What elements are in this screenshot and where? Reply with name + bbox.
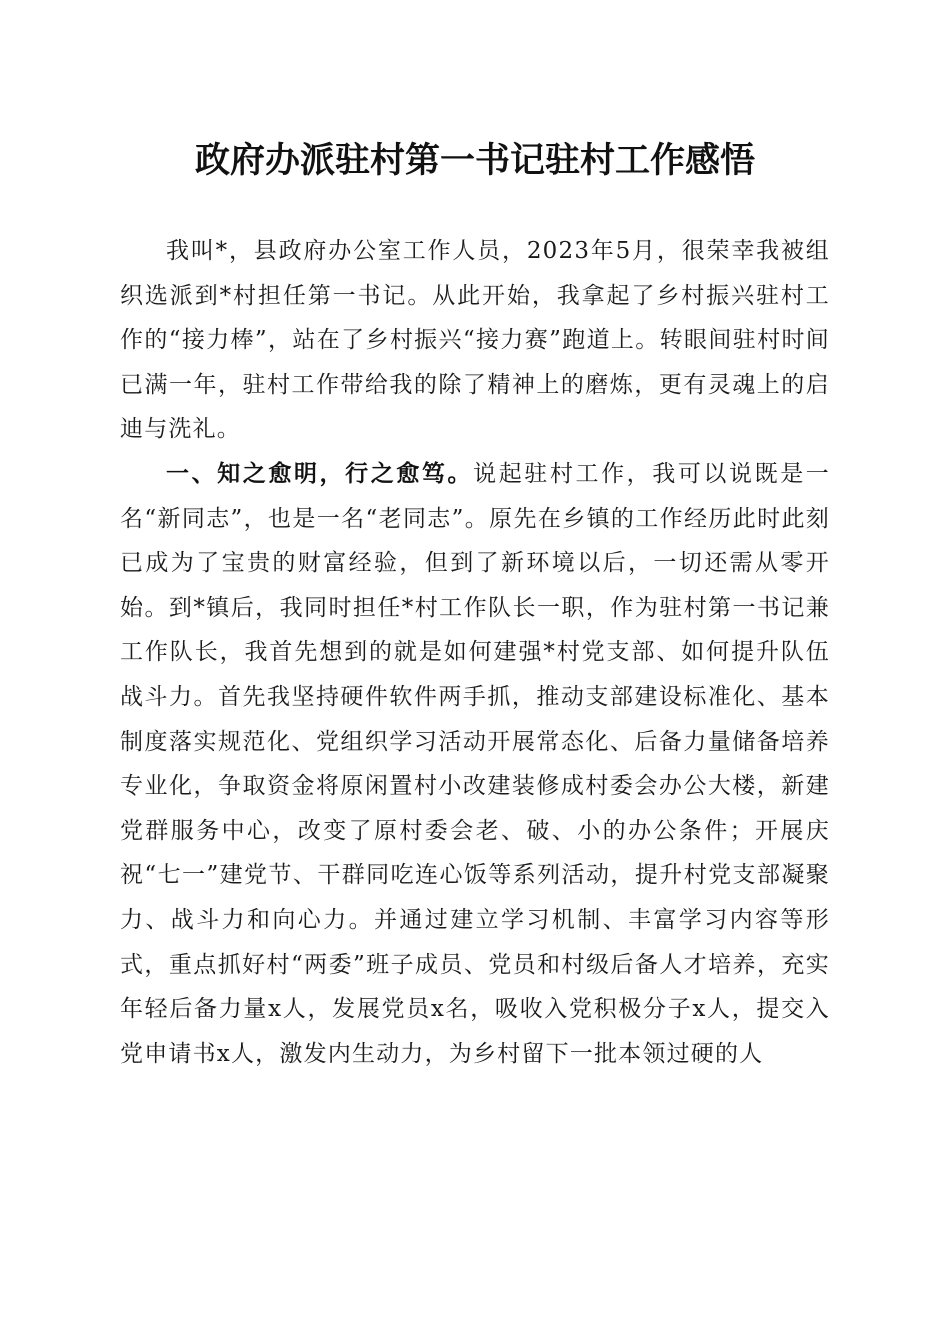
document-body [120, 229, 830, 1076]
document-title: 政府办派驻村第一书记驻村工作感悟 [194, 140, 755, 181]
paragraph-section-1 [120, 452, 830, 1076]
section-1-text: 说起驻村工作，我可以说既是一名“新同志”，也是一名“老同志”。原先在乡镇的工作经历此时此刻已成为了宝贵的财富经验，但到了新环境以后，一切还需从零开始。到*镇后，我同时担任*村工作队长一职，作为驻村第一书记兼工作队长，我首先想到的就是如何建强*村党支部、如何提升队伍战斗力。首先我坚持硬件软件两手抓，推动支部建设标准化、基本制度落实规范化、党组织学习活动开展常态化、后备力量储备培养专业化，争取资金将原闲置村小改建装修成村委会办公大楼，新建党群服务中心，改变了原村委会老、破、小的办公条件；开展庆祝“七一”建党节、干群同吃连心饭等系列活动，提升村党支部凝聚力、战斗力和向心力。并通过建立学习机制、丰富学习内容等形式，重点抓好村“两委”班子成员、党员和村级后备人才培养，充实年轻后备力量x人，发展党员x名，吸收入党积极分子x人，提交入党申请书x人，激发内生动力，为乡村留下一批本领过硬的人 [120, 460, 830, 1067]
section-1-heading: 一、知之愈明，行之愈笃。 [166, 459, 474, 487]
paragraph-intro [120, 229, 830, 452]
paragraph-intro-text: 我叫*，县政府办公室工作人员，2023年5月，很荣幸我被组织选派到*村担任第一书记。从此开始，我拿起了乡村振兴驻村工作的“接力棒”，站在了乡村振兴“接力赛”跑道上。转眼间驻村时间已满一年，驻村工作带给我的除了精神上的磨炼，更有灵魂上的启迪与洗礼。 [120, 238, 830, 443]
